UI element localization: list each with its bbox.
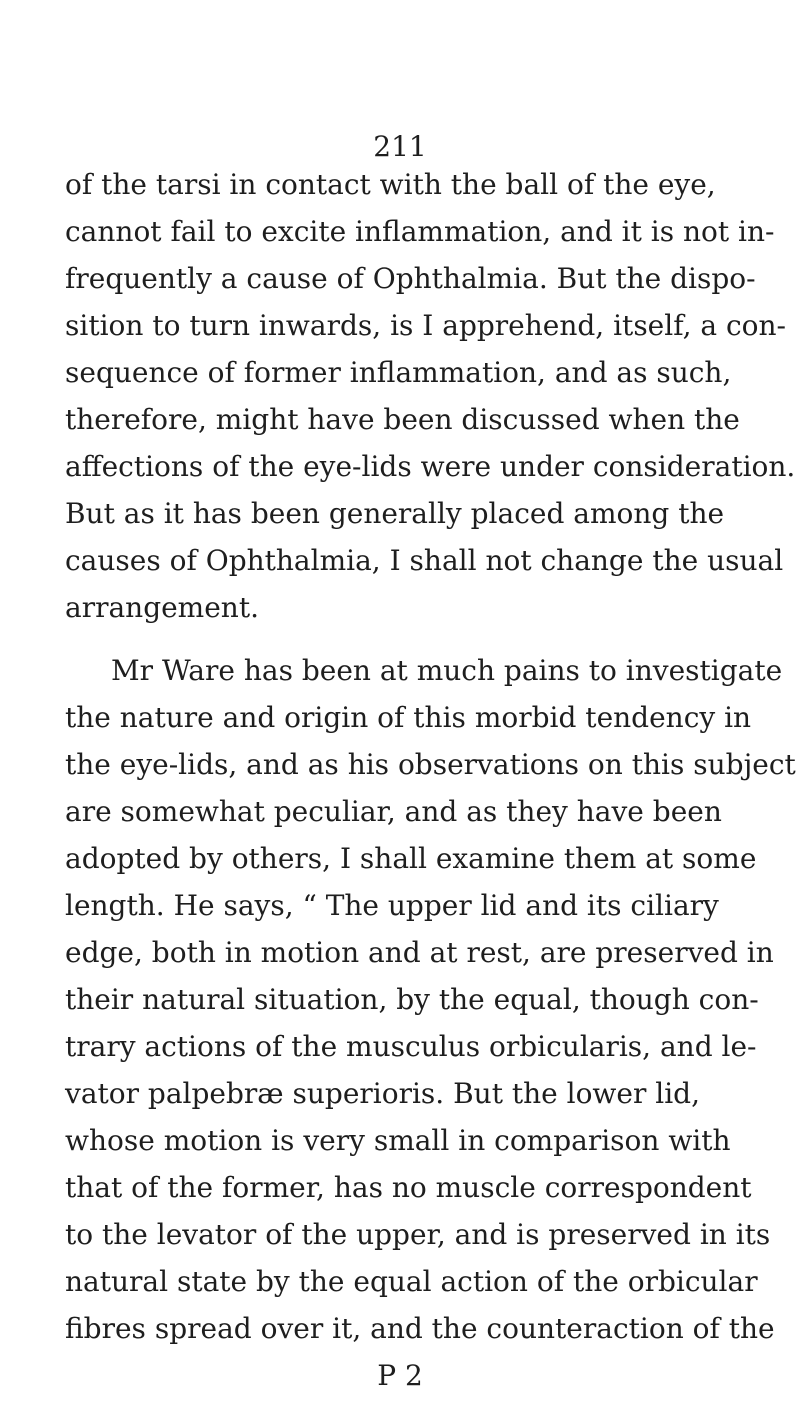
text-line: causes of Ophthalmia, I shall not change the usual xyxy=(65,544,784,577)
text-line: sition to turn inwards, is I apprehend, itself, a con- xyxy=(65,309,786,342)
text-line: vator palpebræ superioris. But the lower lid, xyxy=(65,1077,700,1110)
page-number: 211 xyxy=(373,130,427,163)
text-line: the eye-lids, and as his observations on this subject xyxy=(65,748,796,781)
paragraph-1 xyxy=(65,161,796,631)
text-line: adopted by others, I shall examine them at some xyxy=(65,842,757,875)
text-line: But as it has been generally placed among the xyxy=(65,497,725,530)
text-line: the nature and origin of this morbid tendency in xyxy=(65,701,752,734)
text-line: trary actions of the musculus orbicularis, and le- xyxy=(65,1030,757,1063)
text-line: affections of the eye-lids were under consideration. xyxy=(65,450,796,483)
text-line: natural state by the equal action of the orbicular xyxy=(65,1265,758,1298)
text-line: are somewhat peculiar, and as they have been xyxy=(65,795,722,828)
text-line: arrangement. xyxy=(65,591,259,624)
text-line: whose motion is very small in comparison with xyxy=(65,1124,731,1157)
signature-mark: P 2 xyxy=(377,1359,423,1392)
text-line: sequence of former inflammation, and as such, xyxy=(65,356,732,389)
text-line: therefore, might have been discussed when the xyxy=(65,403,740,436)
text-line: edge, both in motion and at rest, are preserved in xyxy=(65,936,774,969)
text-line: fibres spread over it, and the counteraction of the xyxy=(65,1312,775,1345)
text-line: of the tarsi in contact with the ball of the eye, xyxy=(65,168,716,201)
text-line: Mr Ware has been at much pains to investigate xyxy=(111,654,783,687)
text-line: frequently a cause of Ophthalmia. But the dispo- xyxy=(65,262,756,295)
text-line: to the levator of the upper, and is preserved in its xyxy=(65,1218,771,1251)
text-line: length. He says, “ The upper lid and its ciliary xyxy=(65,889,719,922)
text-line: their natural situation, by the equal, though con- xyxy=(65,983,759,1016)
text-line: cannot fail to excite inflammation, and it is not in- xyxy=(65,215,775,248)
text-line: that of the former, has no muscle correspondent xyxy=(65,1171,752,1204)
paragraph-2 xyxy=(65,647,796,1352)
